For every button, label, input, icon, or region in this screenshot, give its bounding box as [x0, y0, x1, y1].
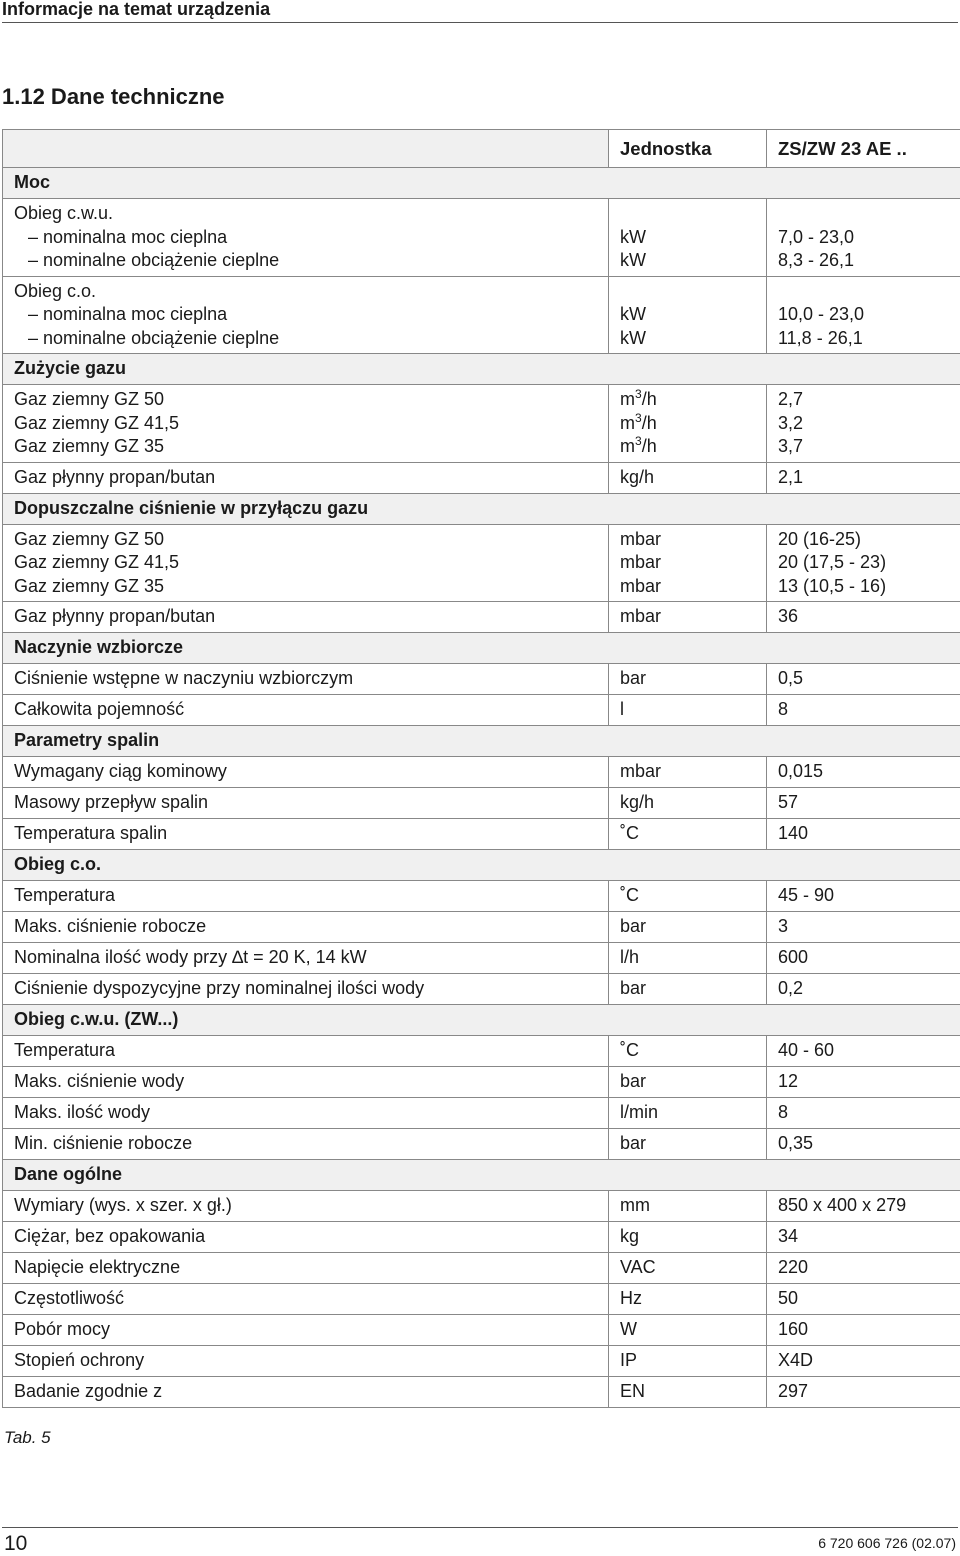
row-unit: EN [609, 1377, 767, 1408]
row-unit: kg [609, 1222, 767, 1253]
page-number: 10 [4, 1532, 27, 1556]
table-header-row [3, 130, 960, 168]
row-label: Wymiary (wys. x szer. x gł.) [3, 1191, 609, 1222]
row-label: Temperatura [3, 881, 609, 912]
row-unit: mm [609, 1191, 767, 1222]
row-label: Gaz płynny propan/butan [3, 462, 609, 493]
row-label: Gaz ziemny GZ 50 Gaz ziemny GZ 41,5 Gaz ziemny GZ 35 [3, 524, 609, 602]
row-value: 0,5 [767, 664, 960, 695]
row-label: Gaz płynny propan/butan [3, 602, 609, 633]
row-unit: l/h [609, 943, 767, 974]
category-label: Dane ogólne [3, 1160, 609, 1191]
row-value: 0,35 [767, 1129, 960, 1160]
table-row [3, 1098, 960, 1129]
table-row [3, 1377, 960, 1408]
row-label: Temperatura [3, 1036, 609, 1067]
row-value: 0,2 [767, 974, 960, 1005]
running-header: Informacje na temat urządzenia [2, 0, 958, 23]
header-cell-empty [3, 130, 609, 168]
table-row [3, 912, 960, 943]
row-label: Maks. ciśnienie robocze [3, 912, 609, 943]
row-value: 3 [767, 912, 960, 943]
row-unit: kW kW [609, 276, 767, 354]
section-title: 1.12 Dane techniczne [2, 84, 225, 110]
table-row [3, 974, 960, 1005]
row-unit: IP [609, 1346, 767, 1377]
row-unit: VAC [609, 1253, 767, 1284]
table-row [3, 1129, 960, 1160]
row-unit: l/min [609, 1098, 767, 1129]
row-value: 10,0 - 23,0 11,8 - 26,1 [767, 276, 960, 354]
row-value: 34 [767, 1222, 960, 1253]
row-unit: $m^3/h$ $m^3/h$ $m^3/h$ [609, 385, 767, 463]
table-row [3, 1315, 960, 1346]
row-value: 0,015 [767, 757, 960, 788]
row-unit: Hz [609, 1284, 767, 1315]
row-unit: ˚C [609, 1036, 767, 1067]
header-model: ZS/ZW 23 AE .. [767, 130, 960, 168]
page-footer [2, 1527, 958, 1554]
technical-data-table [2, 129, 960, 1408]
row-value: 600 [767, 943, 960, 974]
table-row [3, 1036, 960, 1067]
row-label: Napięcie elektryczne [3, 1253, 609, 1284]
category-label: Obieg c.w.u. (ZW...) [3, 1005, 609, 1036]
table-row [3, 1346, 960, 1377]
table-row [3, 462, 960, 493]
row-value: X4D [767, 1346, 960, 1377]
row-label: Min. ciśnienie robocze [3, 1129, 609, 1160]
table-row [3, 943, 960, 974]
category-label: Obieg c.o. [3, 850, 609, 881]
row-value: 7,0 - 23,0 8,3 - 26,1 [767, 199, 960, 277]
row-label: Masowy przepływ spalin [3, 788, 609, 819]
table-row [3, 1191, 960, 1222]
row-unit: ˚C [609, 819, 767, 850]
row-value: 160 [767, 1315, 960, 1346]
row-label: Ciśnienie dyspozycyjne przy nominalnej ilości wody [3, 974, 609, 1005]
row-unit: mbar mbar mbar [609, 524, 767, 602]
row-unit: bar [609, 912, 767, 943]
row-label: Pobór mocy [3, 1315, 609, 1346]
table-row [3, 695, 960, 726]
row-value: 850 x 400 x 279 [767, 1191, 960, 1222]
table-row [3, 757, 960, 788]
row-value: 50 [767, 1284, 960, 1315]
table-row [3, 1284, 960, 1315]
table-row [3, 602, 960, 633]
table-row [3, 819, 960, 850]
row-label: Stopień ochrony [3, 1346, 609, 1377]
row-unit: mbar [609, 757, 767, 788]
row-label: Ciężar, bez opakowania [3, 1222, 609, 1253]
row-value: 36 [767, 602, 960, 633]
row-label: Częstotliwość [3, 1284, 609, 1315]
table-row [3, 1253, 960, 1284]
row-value: 45 - 90 [767, 881, 960, 912]
row-value: 2,7 3,2 3,7 [767, 385, 960, 463]
category-row [3, 1160, 960, 1191]
row-unit: l [609, 695, 767, 726]
row-unit: bar [609, 1067, 767, 1098]
row-label: Nominalna ilość wody przy ∆t = 20 K, 14 kW [3, 943, 609, 974]
row-unit: mbar [609, 602, 767, 633]
row-label: Badanie zgodnie z [3, 1377, 609, 1408]
table-row [3, 1222, 960, 1253]
row-label: Wymagany ciąg kominowy [3, 757, 609, 788]
document-id: 6 720 606 726 (02.07) [818, 1535, 956, 1551]
category-label: Zużycie gazu [3, 354, 609, 385]
row-value: 57 [767, 788, 960, 819]
row-value: 8 [767, 1098, 960, 1129]
table-row [3, 385, 960, 463]
category-row [3, 168, 960, 199]
table-row [3, 788, 960, 819]
category-row [3, 354, 960, 385]
row-value: 8 [767, 695, 960, 726]
table-row [3, 199, 960, 277]
category-label: Naczynie wzbiorcze [3, 633, 609, 664]
category-row [3, 633, 960, 664]
category-row [3, 1005, 960, 1036]
table-row [3, 524, 960, 602]
row-unit: kW kW [609, 199, 767, 277]
row-label: Gaz ziemny GZ 50 Gaz ziemny GZ 41,5 Gaz ziemny GZ 35 [3, 385, 609, 463]
row-unit: kg/h [609, 462, 767, 493]
category-label: Parametry spalin [3, 726, 609, 757]
row-value: 12 [767, 1067, 960, 1098]
row-value: 40 - 60 [767, 1036, 960, 1067]
row-label: Obieg c.w.u. – nominalna moc cieplna – nominalne obciążenie cieplne [3, 199, 609, 277]
row-label: Obieg c.o. – nominalna moc cieplna – nominalne obciążenie cieplne [3, 276, 609, 354]
row-value: 297 [767, 1377, 960, 1408]
row-unit: bar [609, 1129, 767, 1160]
table-row [3, 881, 960, 912]
table-caption: Tab. 5 [4, 1428, 51, 1448]
row-value: 140 [767, 819, 960, 850]
row-unit: bar [609, 664, 767, 695]
row-label: Maks. ilość wody [3, 1098, 609, 1129]
header-unit: Jednostka [609, 130, 767, 168]
row-value: 220 [767, 1253, 960, 1284]
table-row [3, 664, 960, 695]
row-unit: ˚C [609, 881, 767, 912]
row-unit: W [609, 1315, 767, 1346]
category-label: Dopuszczalne ciśnienie w przyłączu gazu [3, 493, 609, 524]
row-label: Temperatura spalin [3, 819, 609, 850]
row-unit: bar [609, 974, 767, 1005]
row-value: 20 (16-25) 20 (17,5 - 23) 13 (10,5 - 16) [767, 524, 960, 602]
category-row [3, 850, 960, 881]
row-value: 2,1 [767, 462, 960, 493]
table-row [3, 1067, 960, 1098]
category-row [3, 493, 960, 524]
category-label: Moc [3, 168, 609, 199]
row-label: Ciśnienie wstępne w naczyniu wzbiorczym [3, 664, 609, 695]
row-label: Maks. ciśnienie wody [3, 1067, 609, 1098]
table-row [3, 276, 960, 354]
row-unit: kg/h [609, 788, 767, 819]
category-row [3, 726, 960, 757]
row-label: Całkowita pojemność [3, 695, 609, 726]
